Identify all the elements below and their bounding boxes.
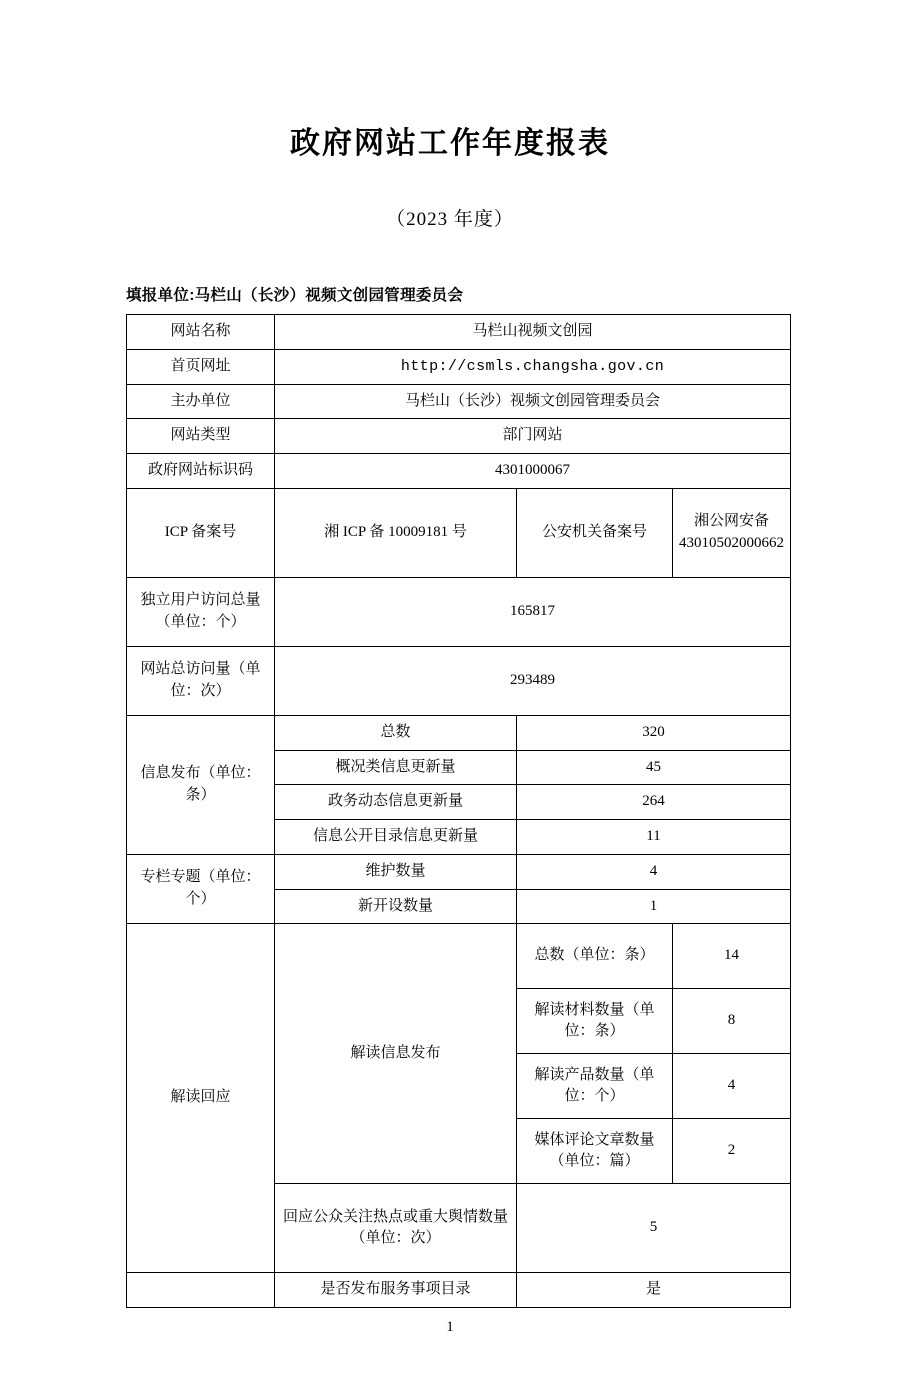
row-label-total-visits: 网站总访问量（单位：次） [127,646,275,715]
row-value-info-release-total: 320 [517,715,791,750]
row-value-icp: 湘 ICP 备 10009181 号 [275,488,517,577]
row-value-police-record: 湘公网安备 43010502000662 [673,488,791,577]
row-value-info-release-news: 264 [517,785,791,820]
row-label-icp: ICP 备案号 [127,488,275,577]
row-value-site-name: 马栏山视频文创园 [275,315,791,350]
page-number: 1 [446,1319,454,1335]
table-row [127,488,791,577]
row-label-special-columns-maintained: 维护数量 [275,854,517,889]
row-value-special-columns-maintained: 4 [517,854,791,889]
page-title: 政府网站工作年度报表 [290,127,610,160]
table-row [127,924,791,989]
row-label-special-columns: 专栏专题（单位：个） [127,854,275,924]
row-value-site-id-code: 4301000067 [275,454,791,489]
row-label-site-name: 网站名称 [127,315,275,350]
table-row [127,384,791,419]
row-value-info-release-catalog: 11 [517,820,791,855]
table-row [127,577,791,646]
row-label-homepage-url: 首页网址 [127,349,275,384]
row-value-interpretation-materials: 8 [673,989,791,1054]
row-label-interpretation-total: 总数（单位：条） [517,924,673,989]
table-row [127,715,791,750]
row-label-interpretation-products: 解读产品数量（单位：个） [517,1054,673,1119]
row-label-site-type: 网站类型 [127,419,275,454]
row-label-organizer: 主办单位 [127,384,275,419]
annual-report-table [126,314,791,1308]
row-label-unique-visitors: 独立用户访问总量（单位：个） [127,577,275,646]
row-value-special-columns-new: 1 [517,889,791,924]
row-label-special-columns-new: 新开设数量 [275,889,517,924]
row-label-info-release-catalog: 信息公开目录信息更新量 [275,820,517,855]
row-label-empty-cell [127,1273,275,1308]
table-row [127,1273,791,1308]
row-label-police-record: 公安机关备案号 [517,488,673,577]
row-value-site-type: 部门网站 [275,419,791,454]
table-row [127,854,791,889]
document-page [0,118,900,1390]
row-label-interpretation-response: 解读回应 [127,924,275,1273]
row-label-interpretation-release: 解读信息发布 [275,924,517,1184]
row-label-info-release: 信息发布（单位：条） [127,715,275,854]
row-value-info-release-overview: 45 [517,750,791,785]
row-label-site-id-code: 政府网站标识码 [127,454,275,489]
table-row [127,646,791,715]
row-label-media-comments: 媒体评论文章数量（单位：篇） [517,1119,673,1184]
table-row [127,349,791,384]
row-value-organizer: 马栏山（长沙）视频文创园管理委员会 [275,384,791,419]
row-value-service-catalog: 是 [517,1273,791,1308]
page-subtitle: （2023 年度） [386,209,514,230]
row-value-unique-visitors: 165817 [275,577,791,646]
row-label-service-catalog: 是否发布服务事项目录 [275,1273,517,1308]
row-label-interpretation-materials: 解读材料数量（单位：条） [517,989,673,1054]
row-value-interpretation-total: 14 [673,924,791,989]
row-value-interpretation-products: 4 [673,1054,791,1119]
row-label-public-hotspot: 回应公众关注热点或重大舆情数量（单位：次） [275,1184,517,1273]
row-value-public-hotspot: 5 [517,1184,791,1273]
row-value-total-visits: 293489 [275,646,791,715]
row-label-info-release-total: 总数 [275,715,517,750]
filer-unit-label: 填报单位:马栏山（长沙）视频文创园管理委员会 [126,287,464,304]
row-label-info-release-news: 政务动态信息更新量 [275,785,517,820]
row-value-media-comments: 2 [673,1119,791,1184]
table-row [127,454,791,489]
row-value-homepage-url: http://csmls.changsha.gov.cn [275,349,791,384]
table-row [127,315,791,350]
row-label-info-release-overview: 概况类信息更新量 [275,750,517,785]
table-row [127,419,791,454]
